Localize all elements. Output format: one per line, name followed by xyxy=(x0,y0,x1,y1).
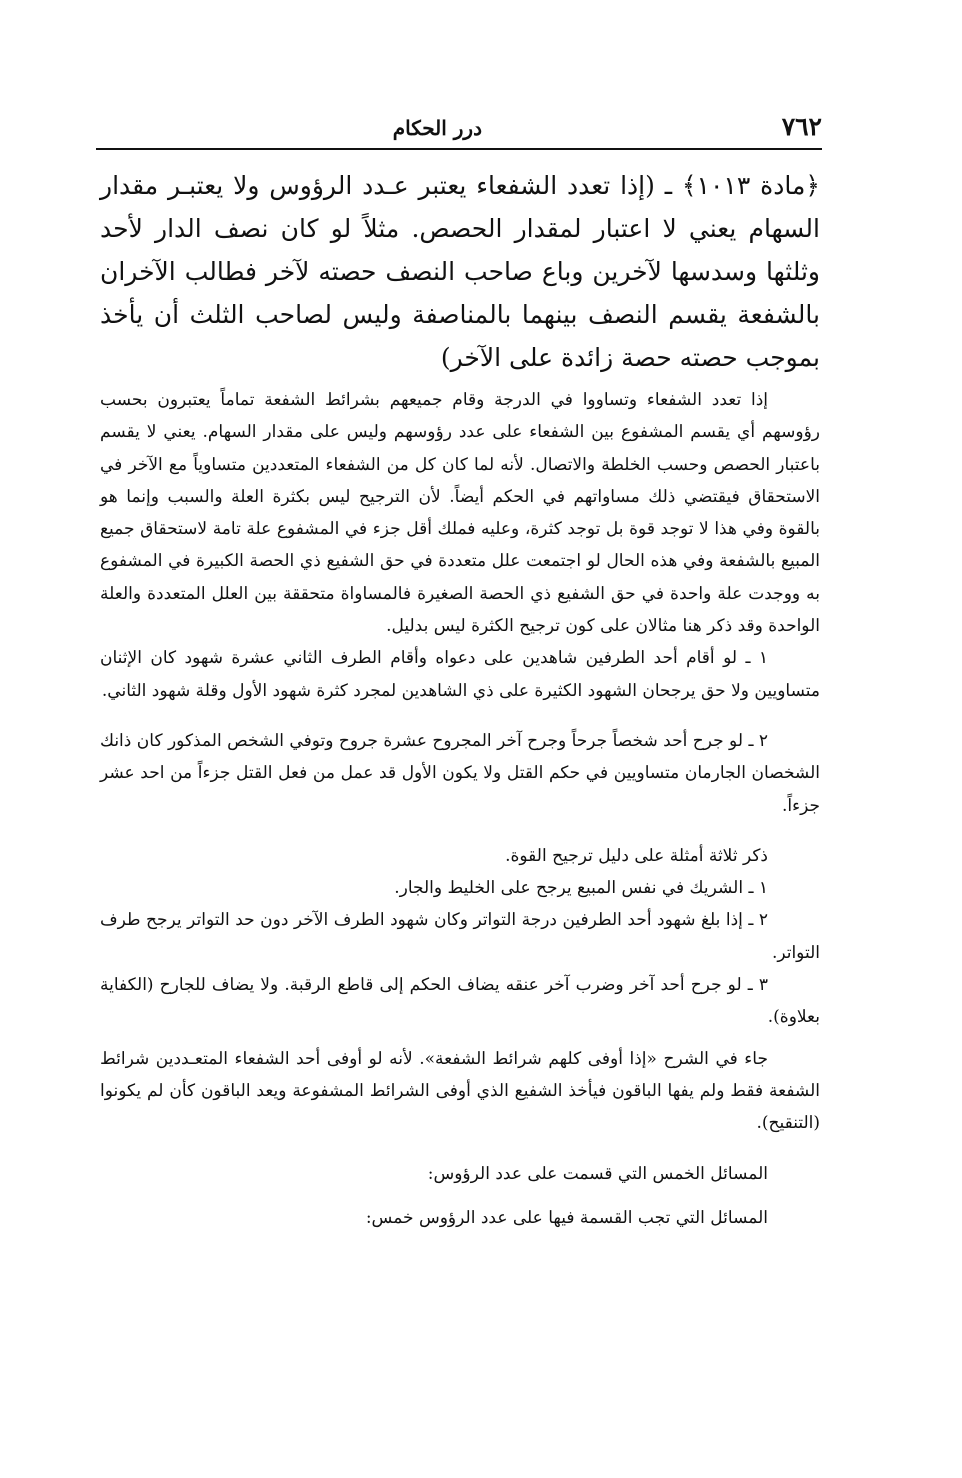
commentary-paragraph: جاء في الشرح «إذا أوفى كلهم شرائط الشفعة». لأنه لو أوفى أحد الشفعاء المتعـددين شرائط الشفعة فقط ولم يفها الباقون فيأخذ الشفيع الذي أوفى الشرائط المشفوعة ويعد الباقون كأن لم يكونوا (التنقيح). xyxy=(100,1048,820,1134)
article-text: ﴿مادة ١٠١٣﴾ ـ (إذا تعدد الشفعاء يعتبر عـدد الرؤوس ولا يعتبـر مقدار السهام يعني لا اعتبار لمقدار الحصص. مثلاً لو كان نصف الدار لأحد وثلثها وسدسها لآخرين وباع صاحب النصف حصته لآخر فطالب الآخران بالشفعة يقسم النصف بينهما بالمناصفة وليس لصاحب الثلث أن يأخذ بموجب حصته حصة زائدة على الآخر) xyxy=(100,171,820,372)
commentary-paragraph: ذكر ثلاثة أمثلة على دليل ترجيح القوة. xyxy=(505,845,768,866)
example-item: ٣ ـ لو جرح أحد آخر وضرب آخر عنقه يضاف الحكم إلى قاطع الرقبة. ولا يضاف للجارح (الكفاية بعلاوة). xyxy=(100,975,820,1028)
commentary-paragraph: إذا تعدد الشفعاء وتساووا في الدرجة وقام جميعهم بشرائط الشفعة تماماً يعتبرون بحسب رؤوسهم أي يقسم المشفوع بين الشفعاء على عدد رؤوسهم وليس على مقدار السهام. يعني لا يقسم باعتبار الحصص وحسب الخلطة والاتصال. لأنه لما كان كل من الشفعاء المتعددين متساوياً مع الآخر في الاستحقاق فيقتضي ذلك مساواتهم في الحكم أيضاً. لأن الترجيح ليس بكثرة العلة والسبب وإنما هو بالقوة وفي هذا لا توجد قوة بل توجد كثرة، وعليه فملك أقل جزء في المشفوع علة تامة لاستحقاق جميع المبيع بالشفعة وفي هذه الحال لو اجتمعت علل متعددة في حق الشفيع ذي الحصة الكبيرة في المشفوع به ووجدت علة واحدة في حق الشفيع ذي الحصة الصغيرة فالمساواة متحققة بين العلل المتعددة والعلة الواحدة وقد ذكر هنا مثالان على كون ترجيح الكثرة ليس بدليل. xyxy=(100,390,820,637)
section-heading: المسائل التي تجب القسمة فيها على عدد الرؤوس خمس: xyxy=(365,1207,768,1228)
example-item: ٢ ـ إذا بلغ شهود أحد الطرفين درجة التواتر وكان شهود الطرف الآخر دون حد التواتر يرجح طرف التواتر. xyxy=(100,910,820,963)
commentary xyxy=(100,384,820,1234)
example-item: ٢ ـ لو جرح أحد شخصاً جرحاً وجرح آخر المجروح عشرة جروح وتوفي الشخص المذكور كان ذانك الشخصان الجارمان متساويين في حكم القتل ولا يكون الأول قد عمل من فعل القتل جزءاً من احد عشر جزءاً. xyxy=(100,730,820,816)
page-number: ٧٦٢ xyxy=(781,112,822,141)
section-heading: المسائل الخمس التي قسمت على عدد الرؤوس: xyxy=(427,1163,768,1184)
page-header xyxy=(96,108,822,150)
example-item: ١ ـ الشريك في نفس المبيع يرجح على الخليط والجار. xyxy=(394,878,768,899)
example-item: ١ ـ لو أقام أحد الطرفين شاهدين على دعواه وأقام الطرف الثاني عشرة شهود كان الإثنان متساويين ولا حق يرجحان الشهود الكثيرة على ذي الشاهدين لمجرد كثرة شهود الأول وقلة شهود الثاني. xyxy=(100,648,820,701)
running-title: درر الحكام xyxy=(392,116,482,140)
